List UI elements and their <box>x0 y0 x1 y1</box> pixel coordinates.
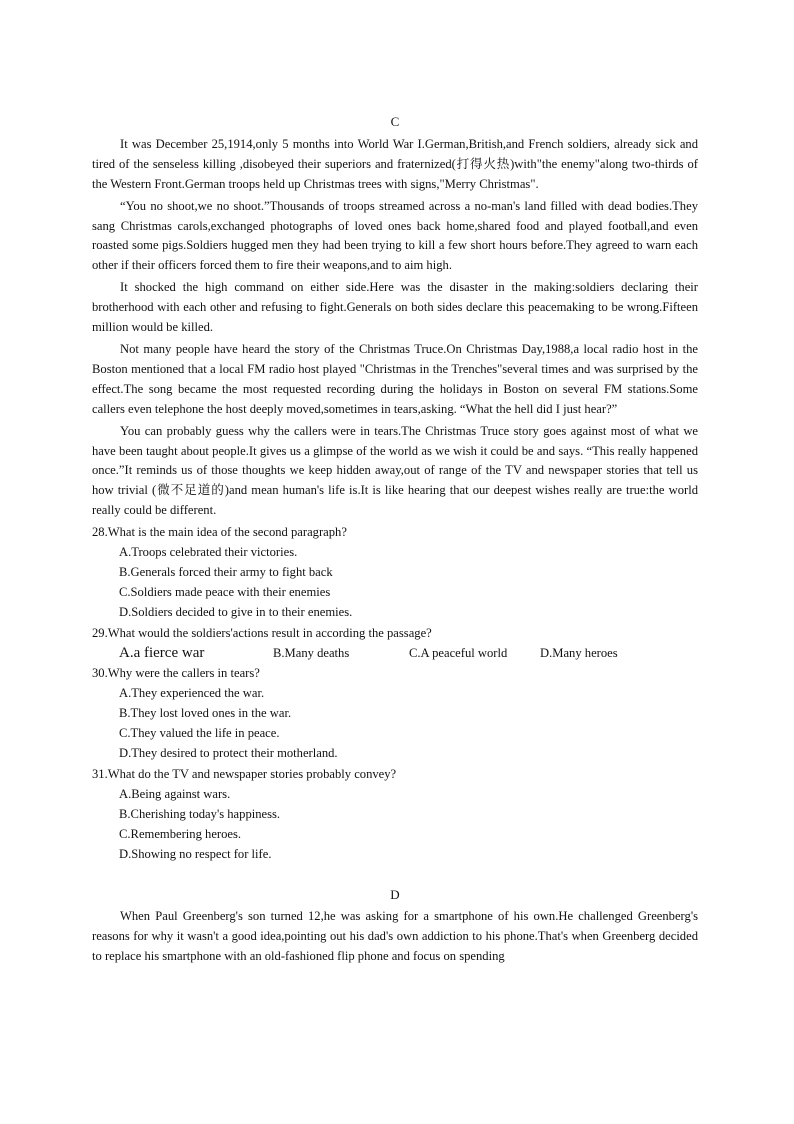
question-28-stem: 28.What is the main idea of the second paragraph? <box>92 525 347 540</box>
section-c-paragraph-4: Not many people have heard the story of the Christmas Truce.On Christmas Day,1988,a local radio host in the Boston mentioned that a local FM radio host played "Christmas in the Trenches"several times and was surprised by the effect.The song became the most requested recording during the holidays in Boston on several FM stations.Some callers even telephone the host deeply moved,sometimes in tears,asking. “What the hell did I just hear?” <box>92 341 698 416</box>
question-31 <box>92 765 698 865</box>
question-31-option-d: D.Showing no respect for life. <box>119 846 272 861</box>
question-28-option-b: B.Generals forced their army to fight back <box>119 564 333 579</box>
section-c-paragraph-3: It shocked the high command on either side.Here was the disaster in the making:soldiers declaring their brotherhood with each other and refusing to fight.Generals on both sides declare this peacemaking to be wrong.Fifteen million would be killed. <box>92 280 698 335</box>
section-d-paragraph-1: When Paul Greenberg's son turned 12,he was asking for a smartphone of his own.He challenged Greenberg's reasons for why it wasn't a good idea,pointing out his dad's own addiction to his phone.That's when Greenberg decided to replace his smartphone with an old-fashioned flip phone and focus on spending <box>92 909 698 964</box>
question-29-option-a: A.a fierce war <box>119 644 205 661</box>
question-29-stem: 29.What would the soldiers'actions result in according the passage? <box>92 625 432 640</box>
question-30 <box>92 664 698 764</box>
question-28-option-c: C.Soldiers made peace with their enemies <box>119 584 331 599</box>
question-30-option-a: A.They experienced the war. <box>119 686 265 701</box>
question-31-option-b: B.Cherishing today's happiness. <box>119 806 281 821</box>
section-c-title: C <box>390 114 400 129</box>
document-page <box>92 112 698 969</box>
question-30-option-c: C.They valued the life in peace. <box>119 726 280 741</box>
question-30-option-b: B.They lost loved ones in the war. <box>119 706 292 721</box>
question-31-option-c: C.Remembering heroes. <box>119 826 242 841</box>
question-29-option-b: B.Many deaths <box>273 645 350 660</box>
section-d-title: D <box>390 886 400 902</box>
section-c-paragraph-2: “You no shoot,we no shoot.”Thousands of troops streamed across a no-man's land filled with dead bodies.They sang Christmas carols,exchanged photographs of loved ones back home,shared food and played football,and even roasted some pigs.Soldiers hugged men they had been trying to kill a few short hours before.They agreed to warn each other if their officers forced them to fire their weapons,and to aim high. <box>92 198 698 273</box>
question-28-option-a: A.Troops celebrated their victories. <box>119 545 298 560</box>
question-29-option-d: D.Many heroes <box>540 645 618 660</box>
section-c-paragraph-1: It was December 25,1914,only 5 months into World War I.German,British,and French soldiers, already sick and tired of the senseless killing ,disobeyed their superiors and fraternized(打得火热)with"the enemy"along two-thirds of the Western Front.German troops held up Christmas trees with signs,"Merry Christmas". <box>92 136 698 191</box>
question-28 <box>92 523 698 623</box>
question-30-option-d: D.They desired to protect their motherland. <box>119 746 338 761</box>
question-30-stem: 30.Why were the callers in tears? <box>92 666 260 681</box>
question-29-options <box>119 644 698 664</box>
question-31-option-a: A.Being against wars. <box>119 786 231 801</box>
question-29-option-c: C.A peaceful world <box>409 645 508 660</box>
question-29 <box>92 624 698 664</box>
section-c-paragraph-5: You can probably guess why the callers were in tears.The Christmas Truce story goes against most of what we have been taught about people.It gives us a glimpse of the world as we wish it could be and says. “This really happened once.”It reminds us of those thoughts we keep hidden away,out of range of the TV and newspaper stories that tell us how trivial (微不足道的)and mean human's life is.It is like hearing that our deepest wishes really are true:the world really could be different. <box>92 423 698 518</box>
question-28-option-d: D.Soldiers decided to give in to their enemies. <box>119 604 353 619</box>
question-31-stem: 31.What do the TV and newspaper stories probably convey? <box>92 767 397 781</box>
